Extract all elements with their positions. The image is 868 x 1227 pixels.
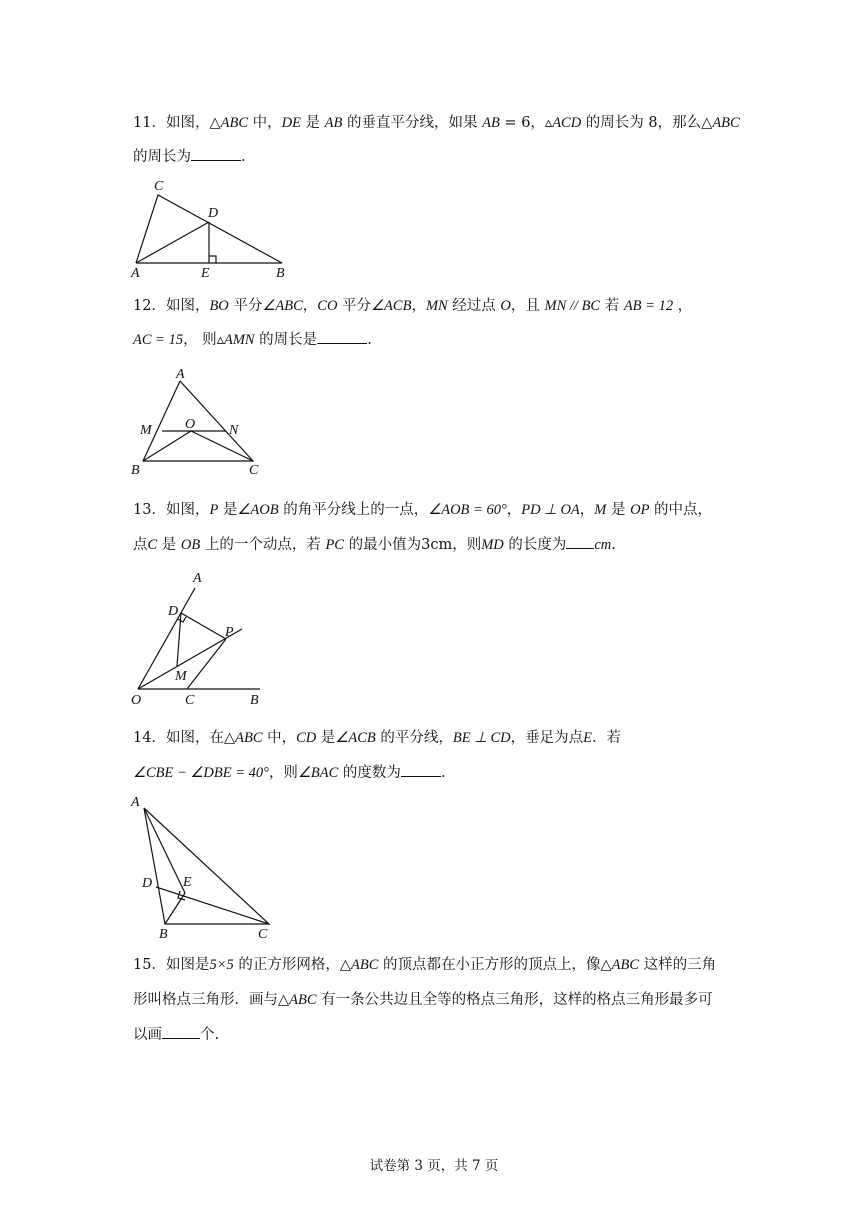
answer-blank-q11[interactable]: [191, 146, 241, 161]
q14-segment-cd: [156, 887, 269, 924]
q11-line1: 11．如图，△ABC 中，DE 是 AB 的垂直平分线，如果 AB = 6，▵ACD 的周长为 8，那么△ABC: [133, 115, 740, 131]
q11-label-c: C: [154, 179, 164, 194]
q15-line2: 形叫格点三角形．画与△ABC 有一条公共边且全等的格点三角形，这样的格点三角形最多可: [133, 992, 713, 1008]
q13-label-b: B: [250, 693, 259, 708]
q12-label-o: O: [185, 417, 196, 432]
answer-blank-q13[interactable]: [566, 534, 594, 549]
q13-right-angle: [178, 617, 186, 622]
q14-segment-be: [165, 893, 185, 924]
q11-label-d: D: [208, 206, 219, 221]
q15-line3: 以画 个.: [133, 1024, 219, 1045]
q14-figure: [125, 790, 285, 950]
q14-line2: ∠CBE − ∠DBE = 40°，则∠BAC 的度数为 .: [133, 762, 446, 783]
q13-label-p: P: [225, 625, 234, 640]
q11-line2: 的周长为 .: [133, 146, 246, 167]
q13-label-d: D: [168, 604, 179, 619]
q14-line1: 14．如图，在△ABC 中，CD 是∠ACB 的平分线，BE ⊥ CD，垂足为点E．若: [133, 730, 621, 746]
q11-figure: [125, 174, 295, 284]
q12-triangle: [143, 381, 253, 461]
q12-label-a: A: [176, 367, 185, 382]
q11-label-b: B: [276, 266, 285, 281]
q11-label-e: E: [201, 266, 210, 281]
q12-label-b: B: [131, 463, 140, 478]
q13-label-m: M: [175, 669, 187, 684]
q12-segment-oc: [191, 431, 253, 461]
q12-line2: AC = 15， 则▵AMN 的周长是 .: [133, 329, 372, 350]
q13-figure: [125, 566, 275, 711]
q14-label-a: A: [131, 795, 140, 810]
q13-line1: 13．如图，P 是∠AOB 的角平分线上的一点，∠AOB = 60°，PD ⊥ OA，M 是 OP 的中点，: [133, 502, 713, 518]
q13-line2: 点C 是 OB 上的一个动点，若 PC 的最小值为3cm，则MD 的长度为 cm.: [133, 534, 616, 555]
q15-line1: 15．如图是5×5 的正方形网格，△ABC 的顶点都在小正方形的顶点上，像△ABC 这样的三角: [133, 957, 717, 973]
q14-label-d: D: [142, 876, 153, 891]
answer-blank-q12[interactable]: [317, 329, 367, 344]
q12-line1: 12．如图，BO 平分∠ABC，CO 平分∠ACB，MN 经过点 O，且 MN // BC 若 AB = 12 ，: [133, 298, 693, 314]
q14-triangle: [144, 808, 269, 924]
answer-blank-q15[interactable]: [162, 1024, 200, 1039]
q14-label-b: B: [159, 927, 168, 942]
q13-segment-dp: [181, 613, 226, 639]
q11-right-angle: [209, 256, 216, 263]
q14-label-e: E: [183, 875, 192, 890]
q12-label-m: M: [140, 423, 152, 438]
q13-label-o: O: [131, 693, 142, 708]
q13-label-c: C: [185, 693, 195, 708]
q14-label-c: C: [258, 927, 268, 942]
q12-figure: [125, 364, 275, 479]
q12-label-n: N: [229, 423, 239, 438]
page-footer: 试卷第 3 页，共 7 页: [369, 1158, 499, 1174]
q13-segment-pc: [187, 639, 226, 689]
answer-blank-q14[interactable]: [401, 762, 441, 777]
q12-label-c: C: [249, 463, 259, 478]
q11-label-a: A: [131, 266, 140, 281]
q13-label-a: A: [193, 571, 202, 586]
